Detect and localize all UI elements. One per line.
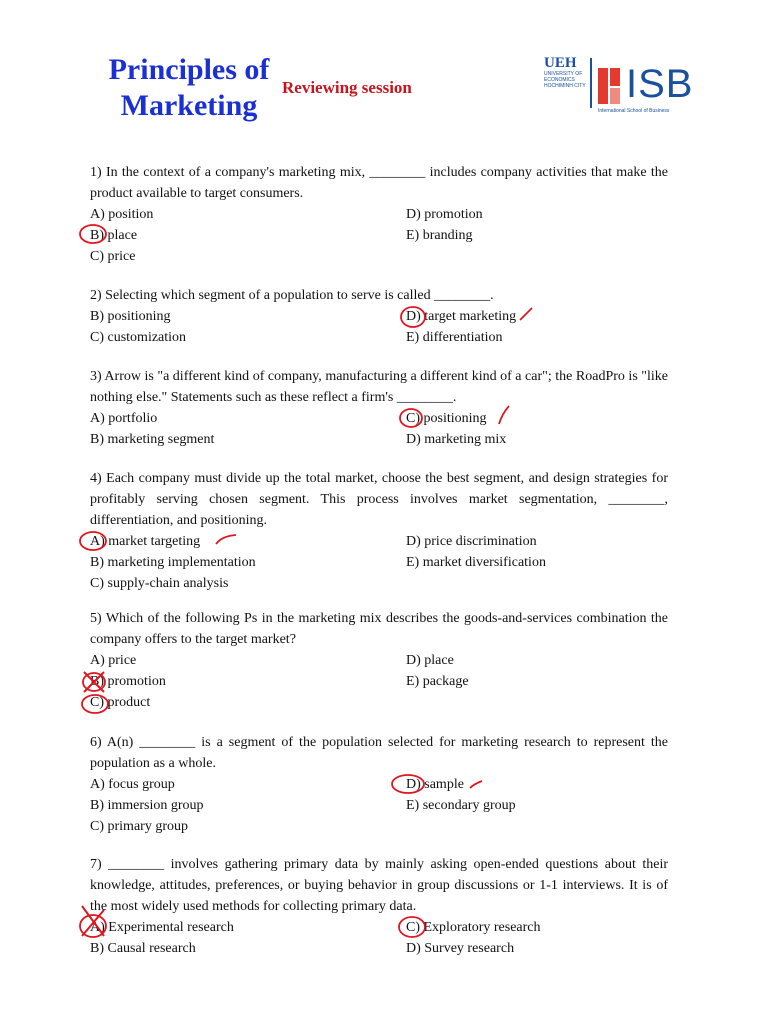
option-d[interactable]: D) price discrimination (406, 534, 537, 549)
question-5 (90, 608, 668, 713)
question-4 (90, 468, 668, 594)
title-line-2: Marketing (120, 89, 258, 122)
session-subtitle: Reviewing session (282, 78, 412, 97)
isb-logo-text: ISB (626, 62, 694, 106)
university-logo (544, 56, 704, 120)
option-a[interactable]: A) price (90, 653, 137, 668)
ueh-logo: UEH UNIVERSITY OF ECONOMICS HOCHIMINH CITY (544, 55, 586, 89)
option-d[interactable]: D) sample (406, 777, 464, 792)
option-d[interactable]: D) target marketing (406, 309, 517, 324)
option-e[interactable]: E) market diversification (406, 555, 546, 570)
question-stem: 7) ________ involves gathering primary data by mainly asking open-ended questions about their knowledge, attitudes, preferences, or buying behavior in group discussions or 1-1 interviews. It is of the most widely used methods for collecting primary data. (90, 857, 668, 914)
option-b[interactable]: B) Causal research (90, 941, 196, 956)
option-b[interactable]: B) marketing implementation (90, 555, 256, 570)
page-header (0, 0, 768, 140)
question-stem: 3) Arrow is "a different kind of company, manufacturing a different kind of a car"; the RoadPro is "like nothing else." Statements such as these reflect a firm's ________. (90, 369, 668, 405)
option-a[interactable]: A) position (90, 207, 154, 222)
option-e[interactable]: E) secondary group (406, 798, 516, 813)
question-stem: 2) Selecting which segment of a population to serve is called ________. (90, 288, 494, 303)
option-b[interactable]: B) positioning (90, 309, 171, 324)
question-2 (90, 285, 668, 348)
option-e[interactable]: E) package (406, 674, 469, 689)
question-6 (90, 732, 668, 837)
title-line-1: Principles of (108, 53, 270, 86)
option-a[interactable]: A) portfolio (90, 411, 158, 426)
question-stem: 1) In the context of a company's marketing mix, ________ includes company activities that make the product available to target consumers. (90, 165, 668, 201)
option-c[interactable]: C) product (90, 695, 151, 710)
option-c[interactable]: C) Exploratory research (406, 920, 541, 935)
option-b[interactable]: B) marketing segment (90, 432, 215, 447)
document-title (84, 52, 294, 124)
option-c[interactable]: C) positioning (406, 411, 487, 426)
option-d[interactable]: D) Survey research (406, 941, 515, 956)
question-stem: 6) A(n) ________ is a segment of the population selected for marketing research to represent the population as a whole. (90, 735, 668, 771)
question-3 (90, 366, 668, 450)
option-e[interactable]: E) branding (406, 228, 473, 243)
option-d[interactable]: D) marketing mix (406, 432, 507, 447)
option-a[interactable]: A) Experimental research (90, 920, 234, 935)
question-stem: 4) Each company must divide up the total market, choose the best segment, and design strategies for profitably serving chosen segment. This process involves market segmentation, ________, differentiation, and positioning. (90, 471, 668, 528)
option-c[interactable]: C) supply-chain analysis (90, 576, 229, 591)
option-d[interactable]: D) place (406, 653, 454, 668)
option-d[interactable]: D) promotion (406, 207, 483, 222)
question-stem: 5) Which of the following Ps in the marketing mix describes the goods-and-services combination the company offers to the target market? (90, 611, 668, 647)
option-c[interactable]: C) customization (90, 330, 187, 345)
logo-divider (590, 58, 592, 108)
option-c[interactable]: C) price (90, 249, 136, 264)
option-b[interactable]: B) place (90, 228, 138, 243)
isb-logo-subtitle: International School of Business (598, 108, 670, 114)
isb-mark-icon (598, 68, 620, 104)
option-e[interactable]: E) differentiation (406, 330, 503, 345)
option-b[interactable]: B) immersion group (90, 798, 204, 813)
option-a[interactable]: A) focus group (90, 777, 175, 792)
option-c[interactable]: C) primary group (90, 819, 188, 834)
option-a[interactable]: A) market targeting (90, 534, 201, 549)
question-7 (90, 854, 668, 959)
question-1 (90, 162, 668, 267)
option-b[interactable]: B) promotion (90, 674, 166, 689)
